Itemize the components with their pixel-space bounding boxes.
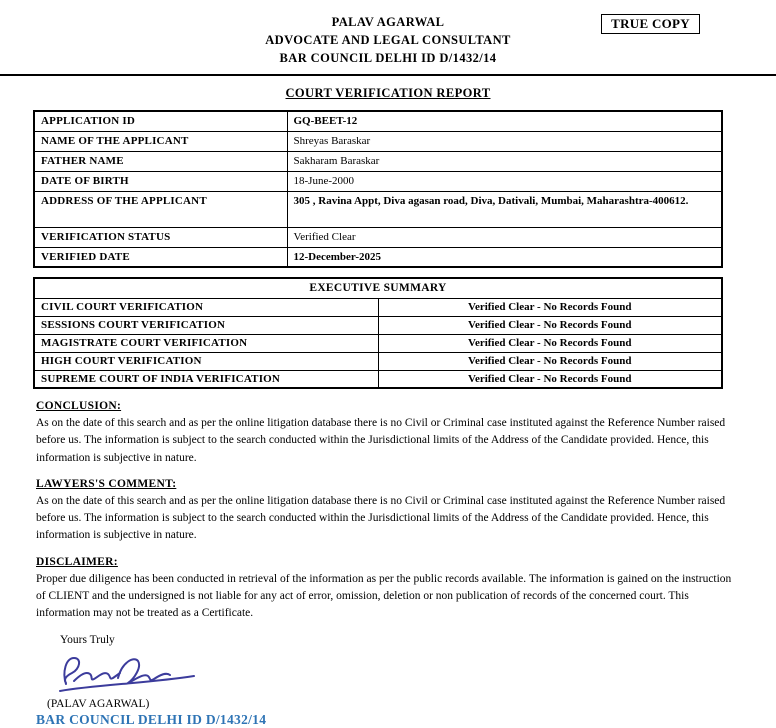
row-value: 12-December-2025 <box>287 247 722 267</box>
row-label: CIVIL COURT VERIFICATION <box>34 298 378 316</box>
row-value: 18-June-2000 <box>287 171 722 191</box>
table-row <box>34 352 722 370</box>
row-value: Sakharam Baraskar <box>287 151 722 171</box>
header-divider <box>0 74 776 76</box>
table-row <box>34 191 722 227</box>
row-value: Verified Clear - No Records Found <box>378 370 722 388</box>
table-row <box>34 334 722 352</box>
row-label: SESSIONS COURT VERIFICATION <box>34 316 378 334</box>
row-label: FATHER NAME <box>34 151 287 171</box>
row-label: MAGISTRATE COURT VERIFICATION <box>34 334 378 352</box>
row-value: 305 , Ravina Appt, Diva agasan road, Diva, Dativali, Mumbai, Maharashtra-400612. <box>287 191 722 227</box>
advocate-name: PALAV AGARWAL <box>331 15 445 29</box>
table-row <box>34 227 722 247</box>
row-label: NAME OF THE APPLICANT <box>34 131 287 151</box>
table-row <box>34 131 722 151</box>
row-value: Verified Clear - No Records Found <box>378 316 722 334</box>
row-label: DATE OF BIRTH <box>34 171 287 191</box>
disclaimer-heading: DISCLAIMER: <box>36 555 118 568</box>
executive-summary-title: EXECUTIVE SUMMARY <box>34 278 722 298</box>
conclusion-body: As on the date of this search and as per the online litigation database there is no Civil or Criminal case instituted against the Reference Number raised before us. The information is subject to the search conducted within the Jurisdictional limits of the Address of the Candidate provided. Hence, this information is subjective in nature. <box>36 417 726 464</box>
row-label: VERIFICATION STATUS <box>34 227 287 247</box>
row-label: VERIFIED DATE <box>34 247 287 267</box>
row-value: Verified Clear - No Records Found <box>378 334 722 352</box>
table-row <box>34 247 722 267</box>
bar-council-id-header: BAR COUNCIL DELHI ID D/1432/14 <box>279 51 497 65</box>
lawyers-comment-body: As on the date of this search and as per the online litigation database there is no Civil or Criminal case instituted against the Reference Number raised before us. The information is subject to the search conducted within the Jurisdictional limits of the Address of the Candidate provided. Hence, this information is subjective in nature. <box>36 494 726 542</box>
section-conclusion <box>36 400 736 467</box>
table-row <box>34 298 722 316</box>
row-value: Verified Clear - No Records Found <box>378 352 722 370</box>
executive-summary-table <box>33 277 723 389</box>
table-row <box>34 316 722 334</box>
row-value: Verified Clear - No Records Found <box>378 298 722 316</box>
conclusion-heading: CONCLUSION: <box>36 400 122 412</box>
salutation: Yours Truly <box>60 634 115 647</box>
true-copy-stamp: TRUE COPY <box>601 14 700 34</box>
table-row <box>34 151 722 171</box>
row-label: ADDRESS OF THE APPLICANT <box>34 191 287 227</box>
table-row <box>34 370 722 388</box>
advocate-designation: ADVOCATE AND LEGAL CONSULTANT <box>265 33 511 47</box>
page-title: COURT VERIFICATION REPORT <box>285 86 491 100</box>
table-header-row <box>34 278 722 298</box>
signatory-name: (PALAV AGARWAL) <box>47 698 150 711</box>
row-label: SUPREME COURT OF INDIA VERIFICATION <box>34 370 378 388</box>
row-value: GQ-BEET-12 <box>287 111 722 131</box>
applicant-details-table <box>33 110 723 268</box>
row-value: Shreyas Baraskar <box>287 131 722 151</box>
table-row <box>34 111 722 131</box>
row-label: APPLICATION ID <box>34 111 287 131</box>
section-disclaimer <box>36 556 736 623</box>
disclaimer-body: Proper due diligence has been conducted in retrieval of the information as per the public records available. The information is gained on the instruction of CLIENT and the undersigned is not liable for any act of error, omission, deletion or non publication of records of the concerned court. This information may not be treated as a Certificate. <box>36 572 732 619</box>
signature-block <box>52 648 776 698</box>
lawyers-comment-heading: LAWYERS'S COMMENT: <box>36 477 177 490</box>
row-label: HIGH COURT VERIFICATION <box>34 352 378 370</box>
signature-image <box>52 648 202 698</box>
section-lawyers-comment <box>36 478 736 545</box>
row-value: Verified Clear <box>287 227 722 247</box>
table-row <box>34 171 722 191</box>
bar-council-id-footer: BAR COUNCIL DELHI ID D/1432/14 <box>36 712 267 728</box>
